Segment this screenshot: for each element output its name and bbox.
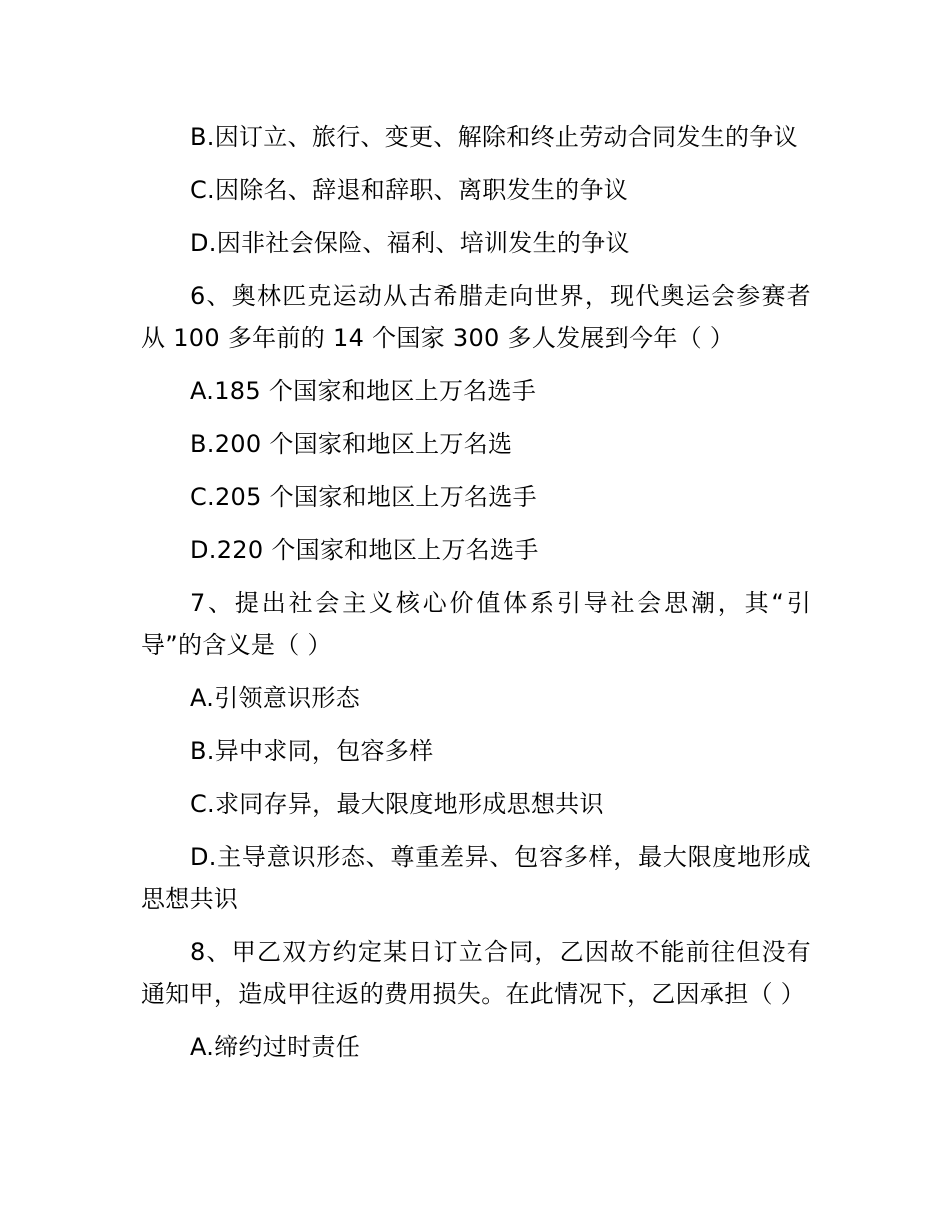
option-7b: B.异中求同，包容多样 xyxy=(190,737,434,765)
option-6c: C.205 个国家和地区上万名选手 xyxy=(190,483,537,511)
option-7c: C.求同存异，最大限度地形成思想共识 xyxy=(190,790,604,818)
option-5c: C.因除名、辞退和辞职、离职发生的争议 xyxy=(190,176,629,204)
option-6b: B.200 个国家和地区上万名选 xyxy=(190,430,513,458)
option-7a: A.引领意识形态 xyxy=(190,684,361,712)
option-8a: A.缔约过时责任 xyxy=(190,1033,361,1061)
option-7d: D.主导意识形态、尊重差异、包容多样，最大限度地形成思想共识 xyxy=(141,843,811,913)
option-6a: A.185 个国家和地区上万名选手 xyxy=(190,377,537,405)
question-6: 6、奥林匹克运动从古希腊走向世界，现代奥运会参赛者从 100 多年前的 14 个国家 300 多人发展到今年（ ） xyxy=(141,282,811,352)
document-body xyxy=(141,116,811,1079)
option-5d: D.因非社会保险、福利、培训发生的争议 xyxy=(190,229,630,257)
question-8: 8、甲乙双方约定某日订立合同，乙因故不能前往但没有通知甲，造成甲往返的费用损失。在此情况下，乙因承担（ ） xyxy=(141,938,811,1008)
option-6d: D.220 个国家和地区上万名选手 xyxy=(190,536,539,564)
question-7: 7、提出社会主义核心价值体系引导社会思潮，其“引导”的含义是（ ） xyxy=(141,589,811,659)
option-5b: B.因订立、旅行、变更、解除和终止劳动合同发生的争议 xyxy=(190,123,798,151)
